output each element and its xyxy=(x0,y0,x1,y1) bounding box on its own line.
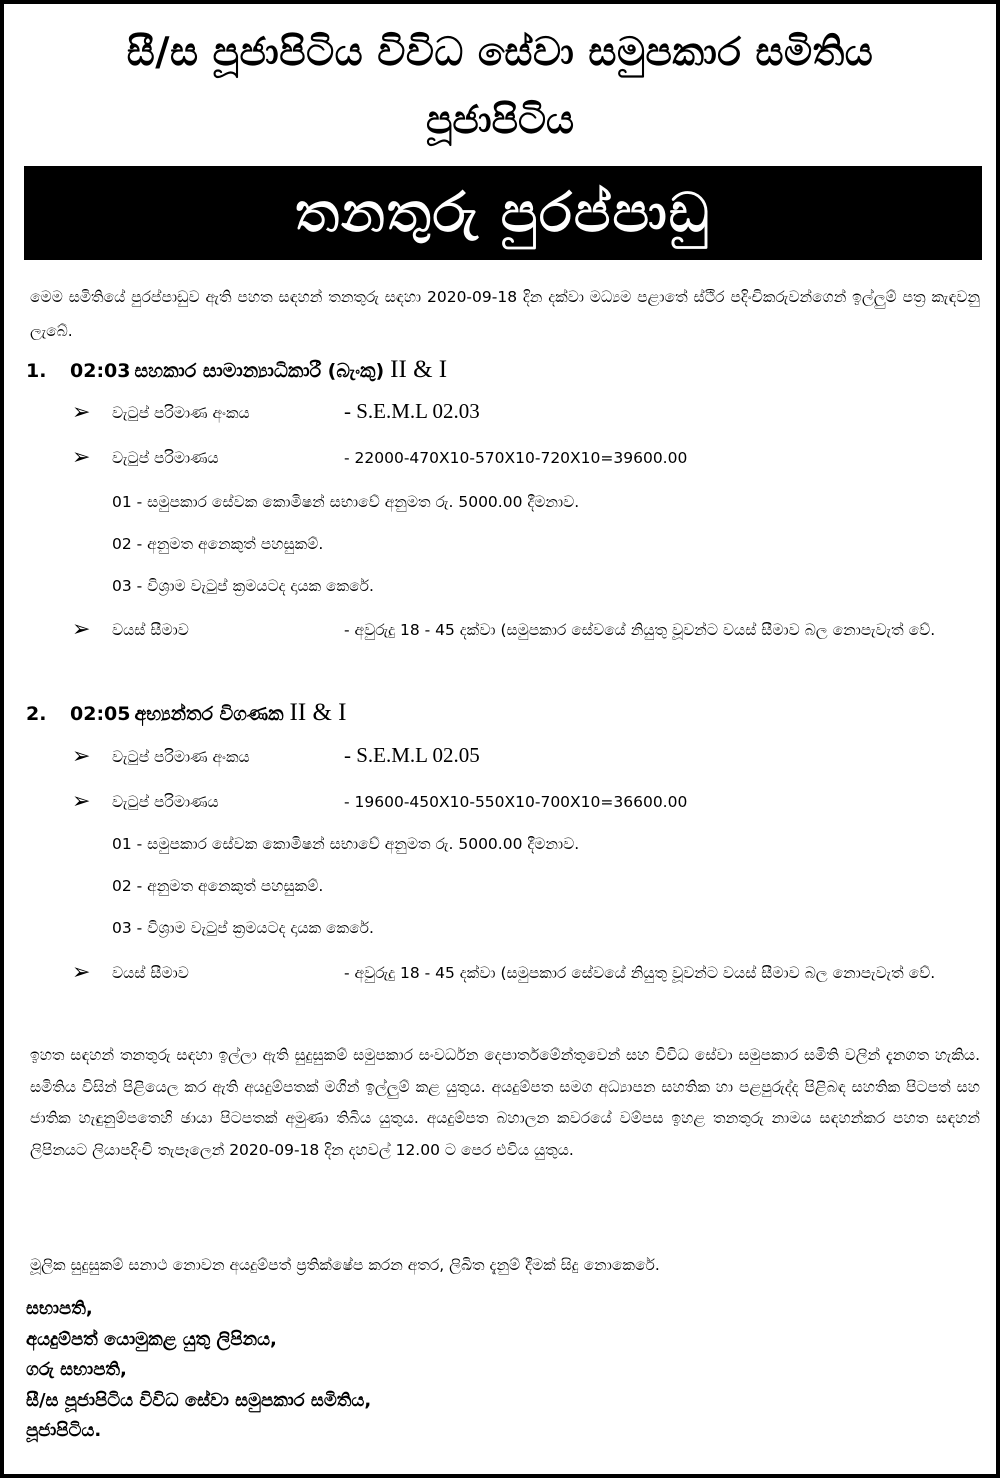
section-number: 1. xyxy=(26,360,47,382)
society-name-heading: සී/ස පූජාපිටිය විවිධ සේවා සමුපකාර සමිතිය xyxy=(126,30,874,75)
age-limit-value: - අවුරුදු 18 - 45 දක්වා (සමුපකාර සේවයේ නියුතු වූවන්ට වයස් සීමාව බල නොපැවැත් වේ. xyxy=(344,621,936,639)
signature-line: පූජාපිටිය. xyxy=(26,1420,102,1441)
post-grade: II & I xyxy=(289,699,347,726)
vacancies-banner: තනතුරු පුරප්පාඩු xyxy=(24,166,982,260)
rejection-note: මූලික සුදුසුකම් සනාථ නොවන අයදුම්පත් ප්‍රතික්ෂේප කරන අතර, ලිඛිත දැනුම් දීමක් සිදු නොකෙරේ. xyxy=(30,1256,660,1274)
signature-line: සී/ස පූජාපිටිය විවිධ සේවා සමුපකාර සමිතිය, xyxy=(26,1389,372,1411)
section-1-heading xyxy=(26,356,447,384)
section-number: 2. xyxy=(26,703,47,725)
salary-code-label: වැටුප් පරිමාණ අංකය xyxy=(112,748,250,766)
benefit-item: 03 - විශ්‍රාම වැටුප් ක්‍රමයටද දායක කෙරේ. xyxy=(112,577,374,595)
benefit-item: 01 - සමුපකාර සේවක කොමිෂන් සභාවේ අනුමත රු. 5000.00 දීමනාව. xyxy=(112,493,580,511)
salary-code-label: වැටුප් පරිමාණ අංකය xyxy=(112,404,250,422)
age-limit-label: වයස් සීමාව xyxy=(112,964,189,982)
signature-line: ගරු සභාපති, xyxy=(26,1359,127,1380)
intro-paragraph: මෙම සමිතියේ පුරප්පාඩුව ඇති පහත සඳහන් තනතුරු සඳහා 2020-09-18 දින දක්වා මධ්‍යම පළාතේ ස්ථිර පදිංචිකරුවන්ගෙන් ඉල්ලුම් පත්‍ර කැඳවනු ලැබේ. xyxy=(30,288,980,340)
post-title: සහකාර සාමාන්‍යාධිකාරී (බැංකු) xyxy=(134,360,385,382)
location-heading: පූජාපිටිය xyxy=(425,98,575,143)
salary-scale-label: වැටුප් පරිමාණය xyxy=(112,793,219,811)
post-code: 02:03 xyxy=(70,360,131,382)
benefit-item: 02 - අනුමත අනෙකුත් පහසුකම්. xyxy=(112,877,324,895)
signature-block xyxy=(26,1294,371,1447)
salary-scale-value: - 19600-450X10-550X10-700X10=36600.00 xyxy=(344,793,688,811)
salary-scale-label: වැටුප් පරිමාණය xyxy=(112,449,219,467)
arrow-bullet-icon: ➢ xyxy=(72,445,91,470)
age-limit-value: - අවුරුදු 18 - 45 දක්වා (සමුපකාර සේවයේ නියුතු වූවන්ට වයස් සීමාව බල නොපැවැත් වේ. xyxy=(344,964,936,982)
signature-line: අයදුම්පත් යොමුකළ යුතු ලිපිනය, xyxy=(26,1328,277,1350)
benefit-item: 03 - විශ්‍රාම වැටුප් ක්‍රමයටද දායක කෙරේ. xyxy=(112,919,374,937)
benefit-item: 01 - සමුපකාර සේවක කොමිෂන් සභාවේ අනුමත රු. 5000.00 දීමනාව. xyxy=(112,835,580,853)
arrow-bullet-icon: ➢ xyxy=(72,789,91,814)
post-code: 02:05 xyxy=(70,703,131,725)
arrow-bullet-icon: ➢ xyxy=(72,960,91,985)
arrow-bullet-icon: ➢ xyxy=(72,400,91,425)
benefit-item: 02 - අනුමත අනෙකුත් පහසුකම්. xyxy=(112,535,324,553)
arrow-bullet-icon: ➢ xyxy=(72,617,91,642)
salary-scale-value: - 22000-470X10-570X10-720X10=39600.00 xyxy=(344,449,688,467)
signature-line: සභාපති, xyxy=(26,1298,93,1319)
salary-code-value: - S.E.M.L 02.05 xyxy=(344,743,480,767)
instructions-paragraph: ඉහත සඳහන් තනතුරු සඳහා ඉල්ලා ඇති සුදුසුකම් සමුපකාර සංවර්ධන දෙපාර්තමේන්තුවෙන් සහ විවිධ සේවා සමුපකාර සමිති වලින් දැනගත හැකිය. සමිතිය විසින් පිළියෙල කර ඇති අයදුම්පතක් මගින් ඉල්ලුම් කළ යුතුය. අයදුම්පත සමග අධ්‍යාපන සහතික හා පළපුරුද්ද පිළිබඳ සහතික පිටපත් සහ ජාතික හැඳුනුම්පතෙහි ඡායා පිටපතක් අමුණා තිබිය යුතුය. අයදුම්පත බහාලන කවරයේ වම්පස ඉහළ තනතුරු නාමය සඳහන්කර පහත සඳහන් ලිපිනයට ලියාපදිංචි තැපෑලෙන් 2020-09-18 දින දහවල් 12.00 ට පෙර එවිය යුතුය. xyxy=(30,1046,980,1159)
age-limit-label: වයස් සීමාව xyxy=(112,621,189,639)
section-2-heading xyxy=(26,699,346,727)
post-grade: II & I xyxy=(390,356,448,383)
post-title: අභ්‍යන්තර විගණක xyxy=(134,703,284,725)
arrow-bullet-icon: ➢ xyxy=(72,744,91,769)
salary-code-value: - S.E.M.L 02.03 xyxy=(344,399,480,423)
